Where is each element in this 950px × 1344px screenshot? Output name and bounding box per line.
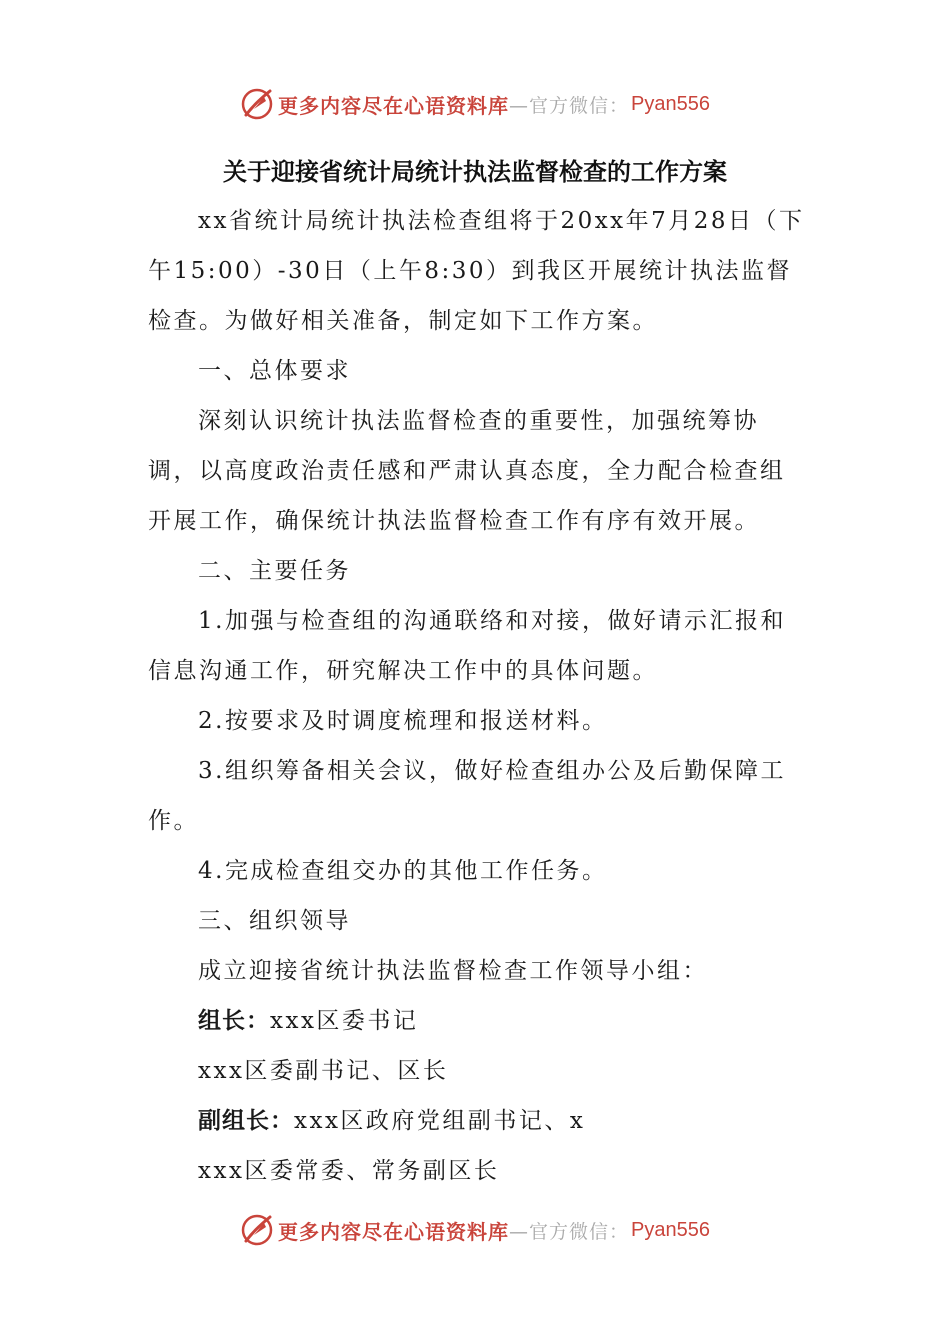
list-item: 3.组织筹备相关会议，做好检查组办公及后勤保障工作。 [148,758,786,834]
watermark-wechat-label: —官方微信： [509,1220,630,1243]
document-body [148,196,808,1196]
leader-line [148,996,808,1046]
watermark-wechat-id: Pyan556 [631,92,710,115]
watermark-text: 更多内容尽在心语资料库 [278,1219,509,1244]
leader-line: xxx区委副书记、区长 [198,1058,449,1084]
section-heading: 二、主要任务 [198,558,351,584]
intro-paragraph: xx省统计局统计执法检查组将于20xx年7月28日（下午15:00）-30日（上午8:30）到我区开展统计执法监督检查。为做好相关准备，制定如下工作方案。 [148,208,805,334]
quill-logo-icon [240,87,274,121]
watermark-text: 更多内容尽在心语资料库 [278,93,509,118]
section-heading: 三、组织领导 [198,908,351,934]
list-item: 2.按要求及时调度梳理和报送材料。 [198,708,608,734]
header-watermark [0,84,950,124]
section-heading: 一、总体要求 [198,358,351,384]
paragraph: 成立迎接省统计执法监督检查工作领导小组： [198,958,708,984]
leader-label: 组长： [198,1008,270,1034]
deputy-line: xxx区委常委、常务副区长 [198,1158,500,1184]
watermark-wechat-id: Pyan556 [631,1218,710,1241]
deputy-label: 副组长： [198,1108,294,1134]
quill-logo-icon [240,1213,274,1247]
list-item: 1.加强与检查组的沟通联络和对接，做好请示汇报和信息沟通工作，研究解决工作中的具体问题。 [148,608,786,684]
document-title: 关于迎接省统计局统计执法监督检查的工作方案 [223,158,727,186]
watermark-wechat-label: —官方微信： [509,94,630,117]
list-item: 4.完成检查组交办的其他工作任务。 [198,858,608,884]
footer-watermark [0,1210,950,1250]
paragraph: 深刻认识统计执法监督检查的重要性，加强统筹协调，以高度政治责任感和严肃认真态度，全力配合检查组开展工作，确保统计执法监督检查工作有序有效开展。 [148,408,786,534]
leader-value: xxx区委书记 [270,1008,419,1034]
deputy-value: xxx区政府党组副书记、x [294,1108,586,1134]
deputy-line [148,1096,808,1146]
